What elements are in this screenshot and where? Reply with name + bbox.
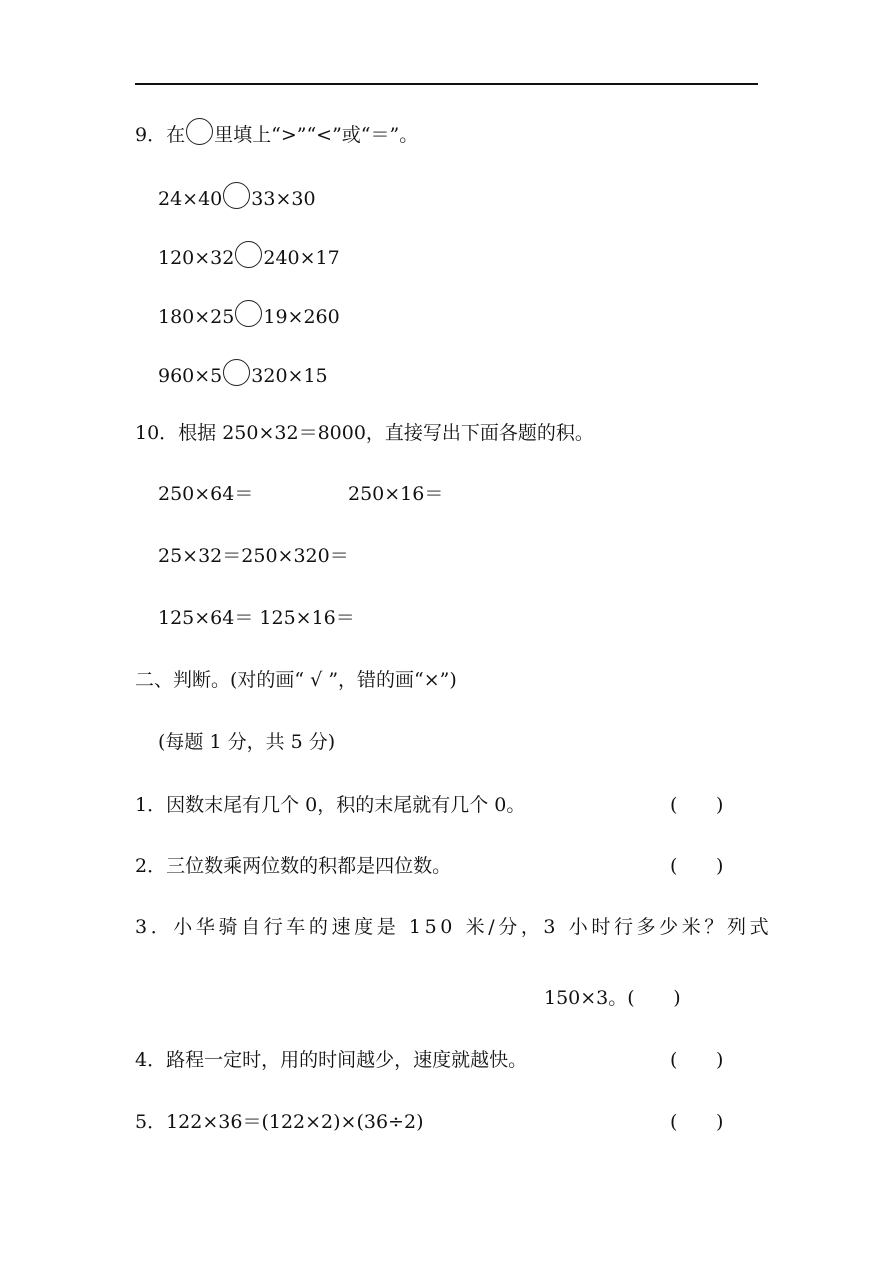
- judge-item-text: 1．因数末尾有几个 0，积的末尾就有几个 0。: [135, 794, 526, 816]
- answer-circle[interactable]: [223, 359, 250, 386]
- answer-parentheses[interactable]: [670, 793, 723, 817]
- answer-circle-icon: [186, 118, 213, 145]
- paren-close: ): [673, 987, 681, 1009]
- q9-item-right: 19×260: [263, 306, 340, 328]
- answer-circle[interactable]: [235, 300, 262, 327]
- q9-item-right: 240×17: [263, 247, 340, 269]
- judge-item-text-cont: 150×3。: [544, 987, 628, 1009]
- paren-open: (: [670, 1111, 678, 1133]
- judge-item-text: 4．路程一定时，用的时间越少，速度就越快。: [135, 1049, 528, 1071]
- q9-item-left: 960×5: [158, 365, 223, 387]
- q9-item-left: 120×32: [158, 247, 235, 269]
- q9-prompt: [135, 118, 418, 147]
- q9-item: [158, 300, 340, 329]
- q9-item: [158, 182, 316, 211]
- q10-prompt: 10．根据 250×32＝8000，直接写出下面各题的积。: [135, 422, 594, 444]
- judge-item-text: 2．三位数乘两位数的积都是四位数。: [135, 855, 452, 877]
- answer-parentheses[interactable]: [670, 1048, 723, 1072]
- q9-prompt-b: 里填上“>”“<”或“＝”。: [214, 124, 419, 146]
- judge-item-text: 5．122×36＝(122×2)×(36÷2): [135, 1111, 424, 1133]
- answer-circle[interactable]: [223, 182, 250, 209]
- q9-item: [158, 359, 328, 388]
- paren-close: ): [716, 855, 724, 877]
- header-rule: [135, 83, 758, 85]
- paren-open: (: [627, 987, 635, 1009]
- q9-item-left: 24×40: [158, 188, 223, 210]
- q10-row1-b: 250×16＝: [348, 483, 444, 505]
- q10-row1-a: 250×64＝: [158, 483, 254, 505]
- q9-item-right: 33×30: [251, 188, 316, 210]
- paren-open: (: [670, 1049, 678, 1071]
- answer-parentheses[interactable]: [670, 1110, 723, 1134]
- q9-item: [158, 241, 340, 270]
- q10-row2: 25×32＝250×320＝: [158, 545, 349, 567]
- paren-close: ): [716, 794, 724, 816]
- q9-item-left: 180×25: [158, 306, 235, 328]
- q9-item-right: 320×15: [251, 365, 328, 387]
- paren-close: ): [716, 1111, 724, 1133]
- judge-item-continuation: [544, 986, 681, 1010]
- judge-item-text: 3．小华骑自行车的速度是 150 米/分，3 小时行多少米？列式: [135, 916, 773, 938]
- q9-prompt-a: 在: [166, 124, 186, 146]
- answer-circle[interactable]: [235, 241, 262, 268]
- q9-number: 9．: [135, 124, 167, 146]
- paren-close: ): [716, 1049, 724, 1071]
- paren-open: (: [670, 855, 678, 877]
- section2-heading: 二、判断。(对的画“ √ ”，错的画“×”): [135, 669, 457, 691]
- answer-parentheses[interactable]: [627, 987, 680, 1009]
- answer-parentheses[interactable]: [670, 854, 723, 878]
- paren-open: (: [670, 794, 678, 816]
- q10-row3: 125×64＝ 125×16＝: [158, 607, 355, 629]
- section2-note: (每题 1 分，共 5 分): [158, 731, 336, 753]
